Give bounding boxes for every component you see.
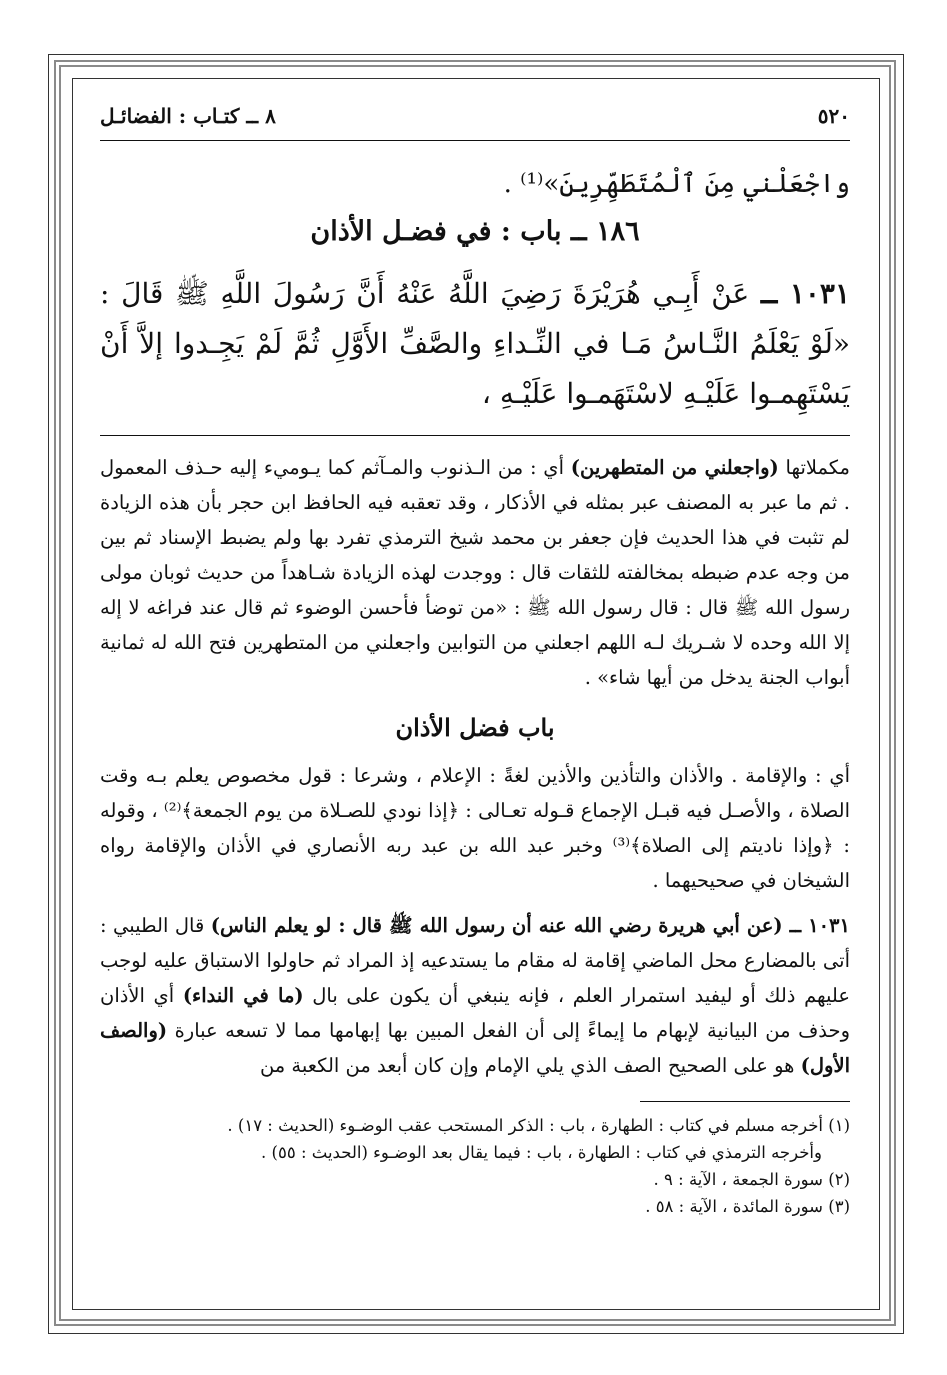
book-title: ٨ ــ كتـاب : الفضائـل [100,104,276,128]
hadith-number: ١٠٣١ ــ [760,277,850,310]
footnotes [100,1112,850,1220]
footnote-2: (٢) سورة الجمعة ، الآية : ٩ . [653,1170,850,1189]
chapter-title: ١٨٦ ــ باب : في فضـل الأذان [310,216,640,247]
commentary-text: أي الأذان وحذف من البيانية لإبهام ما إيماءً إلى أن الفعل المبين بها إبهامها مما لا تسعه عبارة [100,984,850,1042]
commentary-paragraph-3 [100,908,850,1083]
commentary-paragraph-2: أي : والإقامة . والأذان والتأذين والأذين لغةً : الإعلام ، وشرعا : قول مخصوص يعلم بـه وقت الصلاة ، والأصـل فيه قبـل الإجماع قـوله تعـالى : ﴿إذا نودي للصـلاة من يوم الجمعة﴾⁽²⁾ ، وقوله : ﴿وإذا ناديتم إلى الصلاة﴾⁽³⁾ وخبر عبد الله بن عبد ربه الأنصاري في الأذان والإقامة رواه الشيخان في صحيحيهما . [100,764,851,892]
footnote-3: (٣) سورة المائدة ، الآية : ٥٨ . [645,1197,850,1216]
commentary-text: مكملاتها [785,456,850,479]
commentary-text: قال الطيبي : أتى بالمضارع محل الماضي إقامة له مقام ما يستدعيه إذ المراد ثم حاولوا الاستباق عليه لوجب عليهم ذلك أو ليفيد استمرار العلم ، فإنه ينبغي أن يكون على بال [100,914,851,1007]
footnote-divider [640,1101,850,1102]
commentary-chapter-title: باب فضل الأذان [395,713,555,742]
footnote-1b: وأخرجه الترمذي في كتاب : الطهارة ، باب : فيما يقال بعد الوضـوء (الحديث : ٥٥) . [261,1143,822,1162]
hadith-text [100,269,850,419]
hadith-body: عَنْ أَبِـي هُرَيْرَةَ رَضِيَ اللَّهُ عَنْهُ أَنَّ رَسُولَ اللَّهِ ﷺ قَالَ : «لَوْ يَعْلَمُ النَّـاسُ مَـا في النِّـداءِ والصَّفِّ الأَوَّلِ ثُمَّ لَمْ يَجِـدوا إلاَّ أَنْ يَسْتَهِمـوا عَلَيْـهِ لاسْتَهَمـوا عَلَيْـهِ ، [100,277,850,410]
page-number: ٥٢٠ [817,104,850,128]
commentary-quote: (واجعلني من المتطهرين) [570,456,779,479]
footnote-1: (١) أخرجه مسلم في كتاب : الطهارة ، باب : الذكر المستحب عقب الوضـوء (الحديث : ١٧) . [227,1116,850,1135]
page-header [100,100,850,132]
commentary-paragraph-1 [100,450,850,695]
commentary-quote: (والصف الأول) [100,1019,850,1077]
commentary-divider [100,435,850,436]
commentary-text: هو على الصحيح الصف الذي يلي الإمام وإن كان أبعد من الكعبة من [259,1054,795,1077]
page-content [100,160,850,1220]
commentary-text: أي : من الـذنوب والمـآثم كما يـوميء إليه حـذف المعمول . ثم ما عبر به المصنف عبر بمثله في الأذكار ، وقد تعقبه فيه الحافظ ابن حجر بأن هذه الزيادة لم تثبت في هذا الحديث فإن جعفر بن محمد شيخ الترمذي تفرد بها ولم يضبط الإسناد ثم بين من وجه عدم ضبطه بمخالفته للثقات قال : ووجدت لهذه الزيادة شـاهداً من حديث ثوبان مولى رسول الله ﷺ قال : قال رسول الله ﷺ : «من توضأ فأحسن الوضوء ثم قال عند فراغه لا إله إلا الله وحده لا شـريك لـه اللهم اجعلني من التوابين واجعلني من المتطهرين فتح الله له ثمانية أبواب الجنة يدخل من أيها شاء» . [100,456,850,689]
header-divider [100,140,850,141]
previous-text-end: واجْعَلْني مِنَ ٱلْمُتَطَهِّرِينَ»⁽¹⁾ . [503,169,850,199]
commentary-quote: (ما في النداء) [182,984,304,1007]
commentary-quote: ١٠٣١ ــ (عن أبي هريرة رضي الله عنه أن رسول الله ﷺ قال : لو يعلم الناس) [210,914,850,937]
